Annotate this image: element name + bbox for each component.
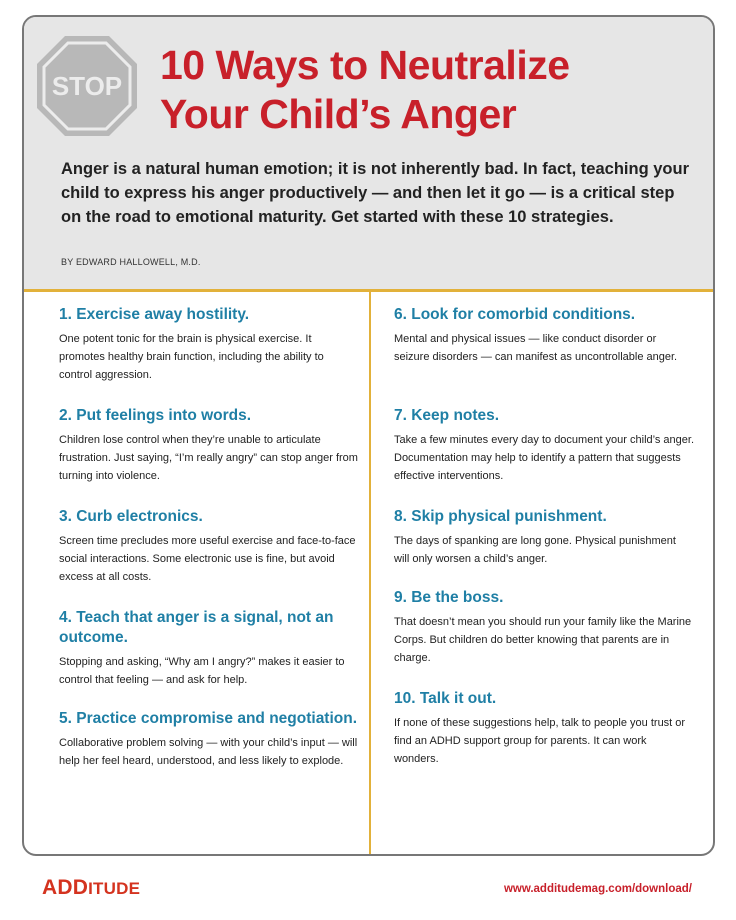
logo-prefix: ADD	[42, 876, 89, 899]
tip-body: One potent tonic for the brain is physical exercise. It promotes healthy brain function, including the ability to control aggression.	[59, 333, 324, 381]
tip-body: That doesn’t mean you should run your family like the Marine Corps. But children do better knowing that parents are in charge.	[394, 616, 692, 664]
tip-heading: 9. Be the boss.	[394, 589, 504, 606]
tip-heading: 4. Teach that anger is a signal, not an outcome.	[59, 609, 334, 646]
tip-body: Screen time precludes more useful exercise and face-to-face social interactions. Some electronic use is fine, but avoid excess at all costs.	[59, 535, 356, 583]
title-line-1: 10 Ways to Neutralize	[160, 42, 570, 88]
title-line-2: Your Child’s Anger	[160, 91, 517, 137]
byline: BY EDWARD HALLOWELL, M.D.	[61, 257, 201, 267]
tip-heading: 2. Put feelings into words.	[59, 407, 252, 424]
tip-item	[394, 689, 694, 768]
intro-paragraph: Anger is a natural human emotion; it is not inherently bad. In fact, teaching your child to express his anger productively — and then let it go — is a critical step on the road to emotional maturity. Get started with these 10 strategies.	[61, 160, 689, 226]
tip-body: Stopping and asking, “Why am I angry?” makes it easier to control that feeling — and ask for help.	[59, 656, 345, 686]
page-title	[160, 41, 700, 139]
tip-heading: 7. Keep notes.	[394, 407, 500, 424]
tip-body: Take a few minutes every day to document your child’s anger. Documentation may help to identify a pattern that suggests effective interventions.	[394, 434, 695, 482]
additude-logo	[42, 876, 140, 900]
tip-item	[394, 507, 694, 568]
tip-body: Collaborative problem solving — with your child’s input — will help her feel heard, understood, and less likely to explode.	[59, 737, 358, 767]
stop-sign-text: STOP	[51, 71, 123, 101]
header-panel	[24, 17, 713, 289]
tip-item	[59, 305, 359, 384]
tip-item	[394, 588, 694, 667]
tip-item	[394, 406, 694, 485]
tip-item	[59, 709, 359, 770]
download-link[interactable]: www.additudemag.com/download/	[503, 883, 692, 895]
logo-suffix: ITUDE	[88, 879, 141, 898]
tip-body: The days of spanking are long gone. Physical punishment will only worsen a child’s anger.	[394, 535, 676, 565]
tip-heading: 5. Practice compromise and negotiation.	[59, 710, 358, 727]
infographic-card	[22, 15, 715, 856]
tip-heading: 8. Skip physical punishment.	[394, 508, 607, 525]
tip-body: Children lose control when they’re unable to articulate frustration. Just saying, “I’m really angry” can stop anger from turning into violence.	[59, 434, 358, 482]
tip-heading: 1. Exercise away hostility.	[59, 306, 250, 323]
tip-heading: 6. Look for comorbid conditions.	[394, 306, 636, 323]
tip-item	[394, 305, 694, 366]
tip-item	[59, 608, 359, 689]
tip-heading: 10. Talk it out.	[394, 690, 497, 707]
tip-body: If none of these suggestions help, talk to people you trust or find an ADHD support group for parents. It can work wonders.	[394, 717, 686, 765]
tip-body: Mental and physical issues — like conduct disorder or seizure disorders — can manifest as uncontrollable anger.	[394, 333, 678, 363]
tip-item	[59, 406, 359, 485]
tip-heading: 3. Curb electronics.	[59, 508, 203, 525]
column-divider	[369, 292, 371, 854]
stop-sign-icon	[34, 33, 140, 139]
tip-item	[59, 507, 359, 586]
